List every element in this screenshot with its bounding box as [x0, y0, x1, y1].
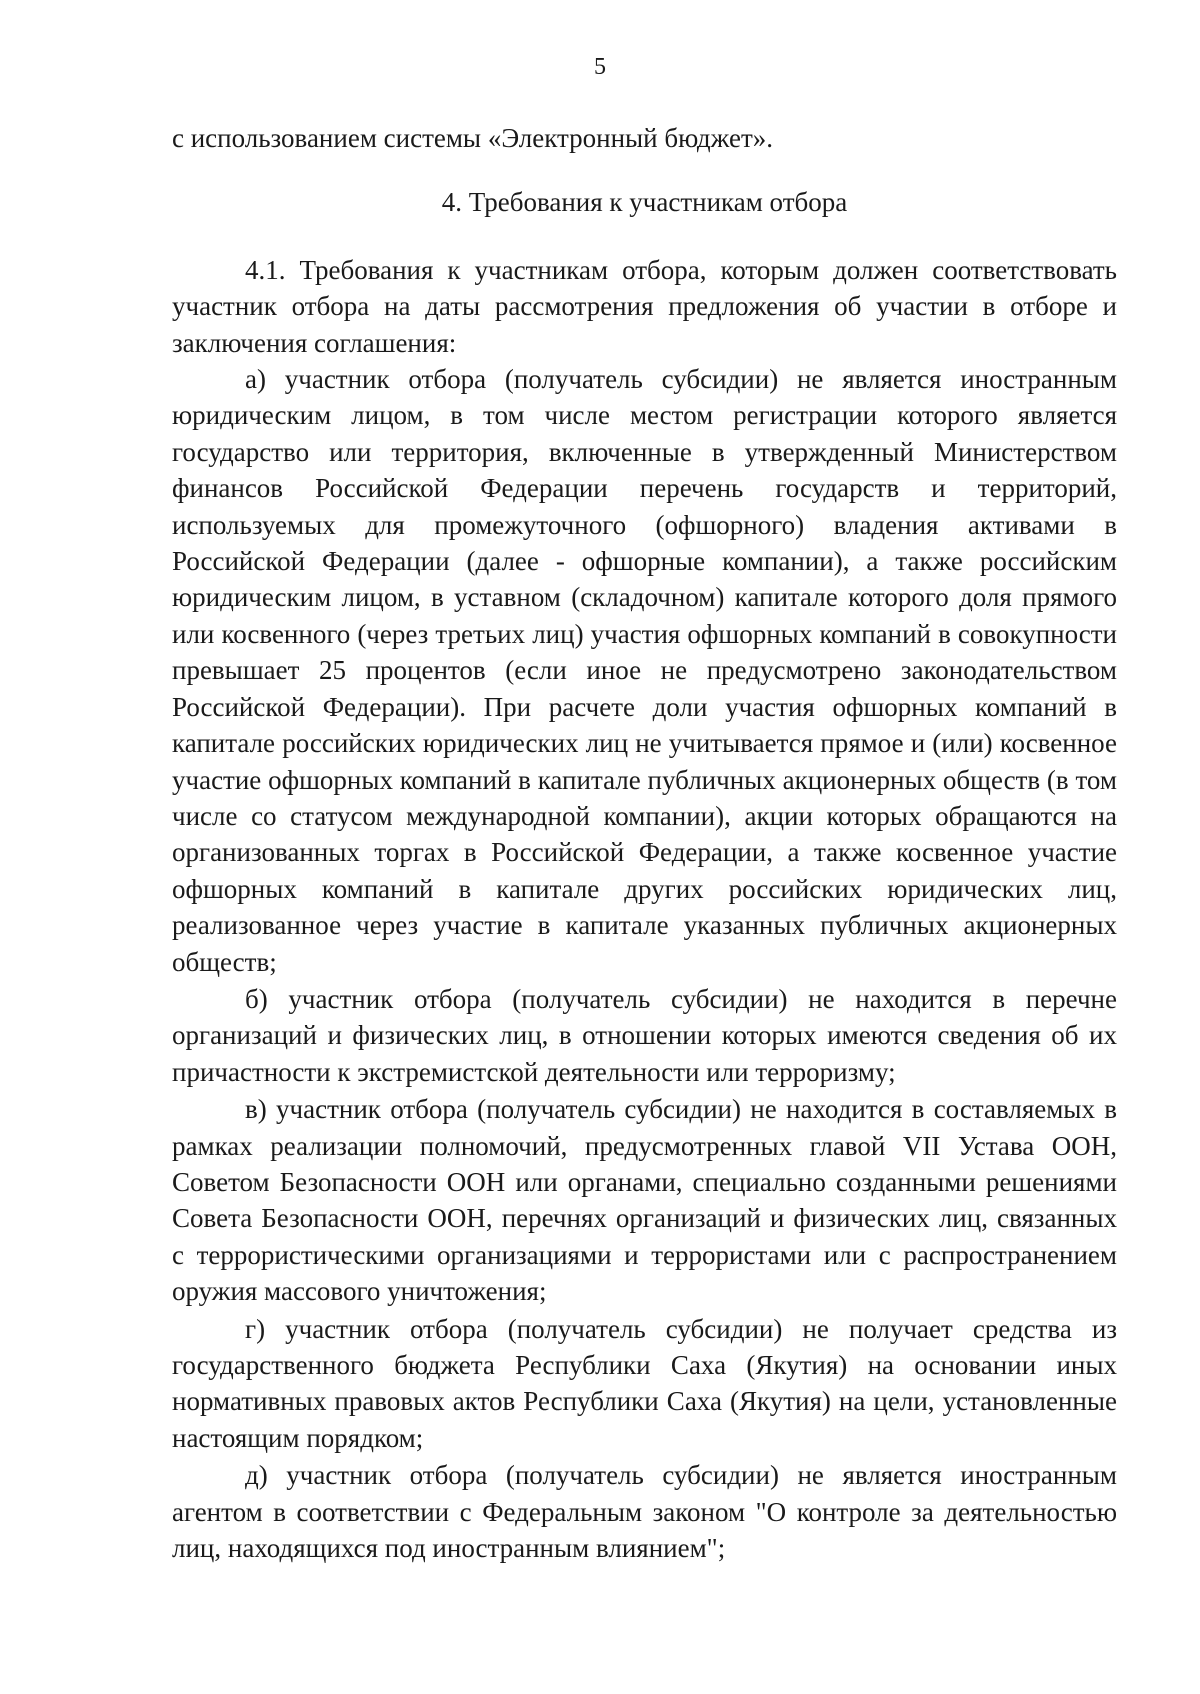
document-body: [172, 120, 1117, 1566]
requirement-item-g: г) участник отбора (получатель субсидии) не получает средства из государственного бюджета Республики Саха (Якутия) на основании иных нормативных правовых актов Республики Саха (Якутия) на цели, установленные настоящим порядком;: [172, 1313, 1117, 1453]
requirement-item-v: в) участник отбора (получатель субсидии) не находится в составляемых в рамках реализации полномочий, предусмотренных главой VII Устава ООН, Советом Безопасности ООН или органами, специально созданными решениями Совета Безопасности ООН, перечнях организаций и физических лиц, связанных с террористическими организациями и террористами или с распространением оружия массового уничтожения;: [172, 1094, 1117, 1307]
paragraph-4-1: 4.1. Требования к участникам отбора, которым должен соответствовать участник отбора на даты рассмотрения предложения об участии в отборе и заключения соглашения:: [172, 254, 1117, 358]
requirement-item-b: б) участник отбора (получатель субсидии) не находится в перечне организаций и физических лиц, в отношении которых имеются сведения об их причастности к экстремистской деятельности или терроризму;: [172, 983, 1117, 1087]
requirement-item-d: д) участник отбора (получатель субсидии) не является иностранным агентом в соответствии с Федеральным законом "О контроле за деятельностью лиц, находящихся под иностранным влиянием";: [172, 1460, 1117, 1564]
page-number: 5: [594, 54, 606, 80]
requirement-item-a: а) участник отбора (получатель субсидии) не является иностранным юридическим лицом, в том числе местом регистрации которого является государство или территория, включенные в утвержденный Министерством финансов Российской Федерации перечень государств и территорий, используемых для промежуточного (офшорного) владения активами в Российской Федерации (далее - офшорные компании), а также российским юридическим лицом, в уставном (складочном) капитале которого доля прямого или косвенного (через третьих лиц) участия офшорных компаний в совокупности превышает 25 процентов (если иное не предусмотрено законодательством Российской Федерации). При расчете доли участия офшорных компаний в капитале российских юридических лиц не учитывается прямое и (или) косвенное участие офшорных компаний в капитале публичных акционерных обществ (в том числе со статусом международной компании), акции которых обращаются на организованных торгах в Российской Федерации, а также косвенное участие офшорных компаний в капитале других российских юридических лиц, реализованное через участие в капитале указанных публичных акционерных обществ;: [172, 364, 1117, 977]
section-heading: 4. Требования к участникам отбора: [441, 187, 848, 218]
intro-line: с использованием системы «Электронный бюджет».: [172, 123, 773, 153]
